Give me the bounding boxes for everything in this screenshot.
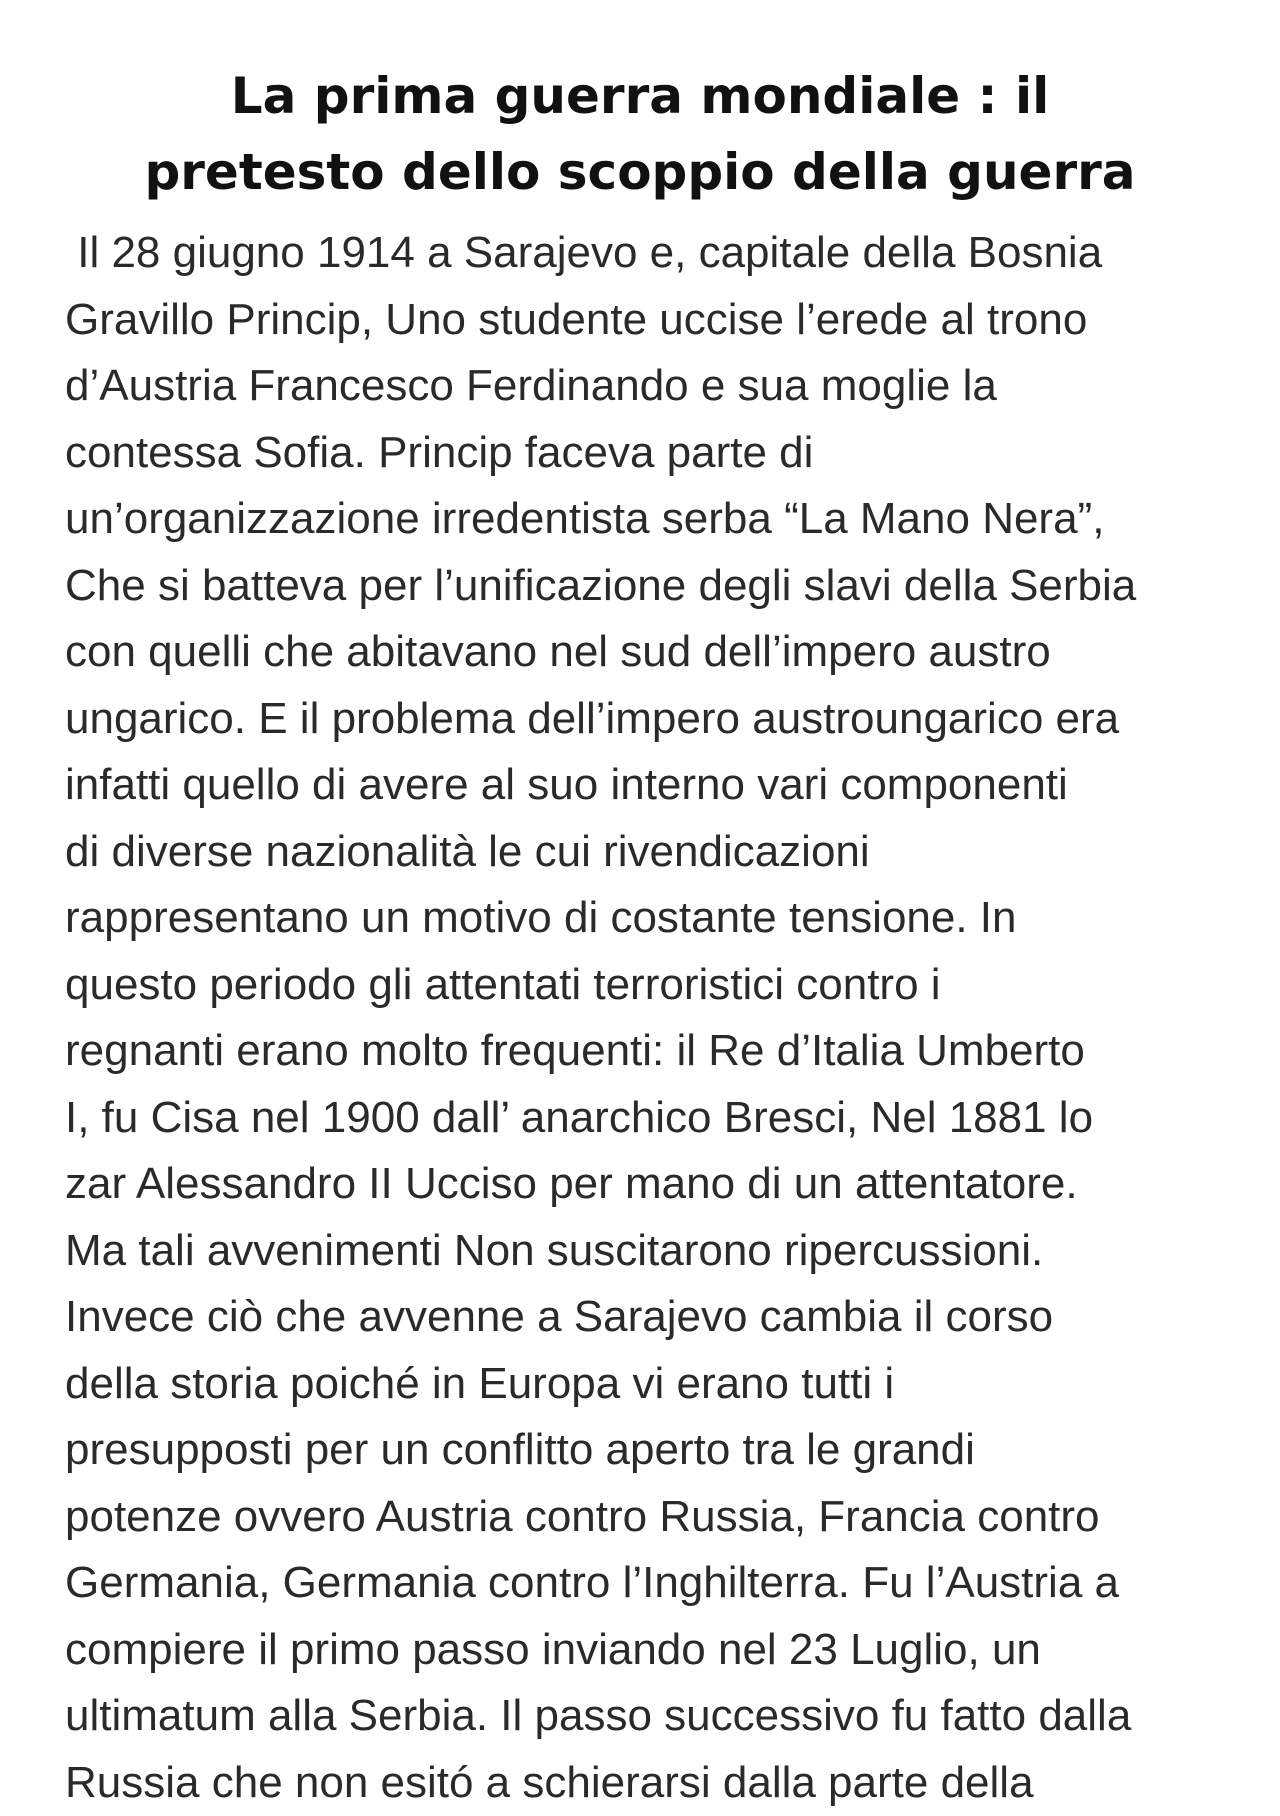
text-line: Russia che non esitó a schierarsi dalla parte della: [65, 1750, 1240, 1816]
text-line: regnanti erano molto frequenti: il Re d’Italia Umberto: [65, 1018, 1240, 1085]
text-line: contessa Sofia. Princip faceva parte di: [65, 420, 1240, 487]
text-line: Gravillo Princip, Uno studente uccise l’erede al trono: [65, 287, 1240, 354]
text-line: Che si batteva per l’unificazione degli slavi della Serbia: [65, 553, 1240, 620]
text-line: della storia poiché in Europa vi erano tutti i: [65, 1351, 1240, 1418]
text-line: zar Alessandro II Ucciso per mano di un attentatore.: [65, 1151, 1240, 1218]
text-line: un’organizzazione irredentista serba “La Mano Nera”,: [65, 486, 1240, 553]
text-line: Il 28 giugno 1914 a Sarajevo e, capitale della Bosnia: [65, 220, 1240, 287]
text-line: ungarico. E il problema dell’impero austroungarico era: [65, 686, 1240, 753]
text-line: I, fu Cisa nel 1900 dall’ anarchico Bresci, Nel 1881 lo: [65, 1085, 1240, 1152]
text-line: Ma tali avvenimenti Non suscitarono ripercussioni.: [65, 1218, 1240, 1285]
text-line: potenze ovvero Austria contro Russia, Francia contro: [65, 1484, 1240, 1551]
text-line: infatti quello di avere al suo interno vari componenti: [65, 752, 1240, 819]
title-line: La prima guerra mondiale : il: [0, 58, 1280, 134]
text-line: di diverse nazionalità le cui rivendicazioni: [65, 819, 1240, 886]
text-line: ultimatum alla Serbia. Il passo successivo fu fatto dalla: [65, 1683, 1240, 1750]
page-title: [0, 58, 1280, 210]
text-line: presupposti per un conflitto aperto tra le grandi: [65, 1417, 1240, 1484]
text-line: rappresentano un motivo di costante tensione. In: [65, 885, 1240, 952]
body-paragraph: [65, 220, 1240, 1816]
text-line: Germania, Germania contro l’Inghilterra. Fu l’Austria a: [65, 1550, 1240, 1617]
text-line: Invece ciò che avvenne a Sarajevo cambia il corso: [65, 1284, 1240, 1351]
title-line: pretesto dello scoppio della guerra: [0, 134, 1280, 210]
text-line: d’Austria Francesco Ferdinando e sua moglie la: [65, 353, 1240, 420]
text-line: questo periodo gli attentati terroristici contro i: [65, 952, 1240, 1019]
text-line: compiere il primo passo inviando nel 23 Luglio, un: [65, 1617, 1240, 1684]
text-line: con quelli che abitavano nel sud dell’impero austro: [65, 619, 1240, 686]
